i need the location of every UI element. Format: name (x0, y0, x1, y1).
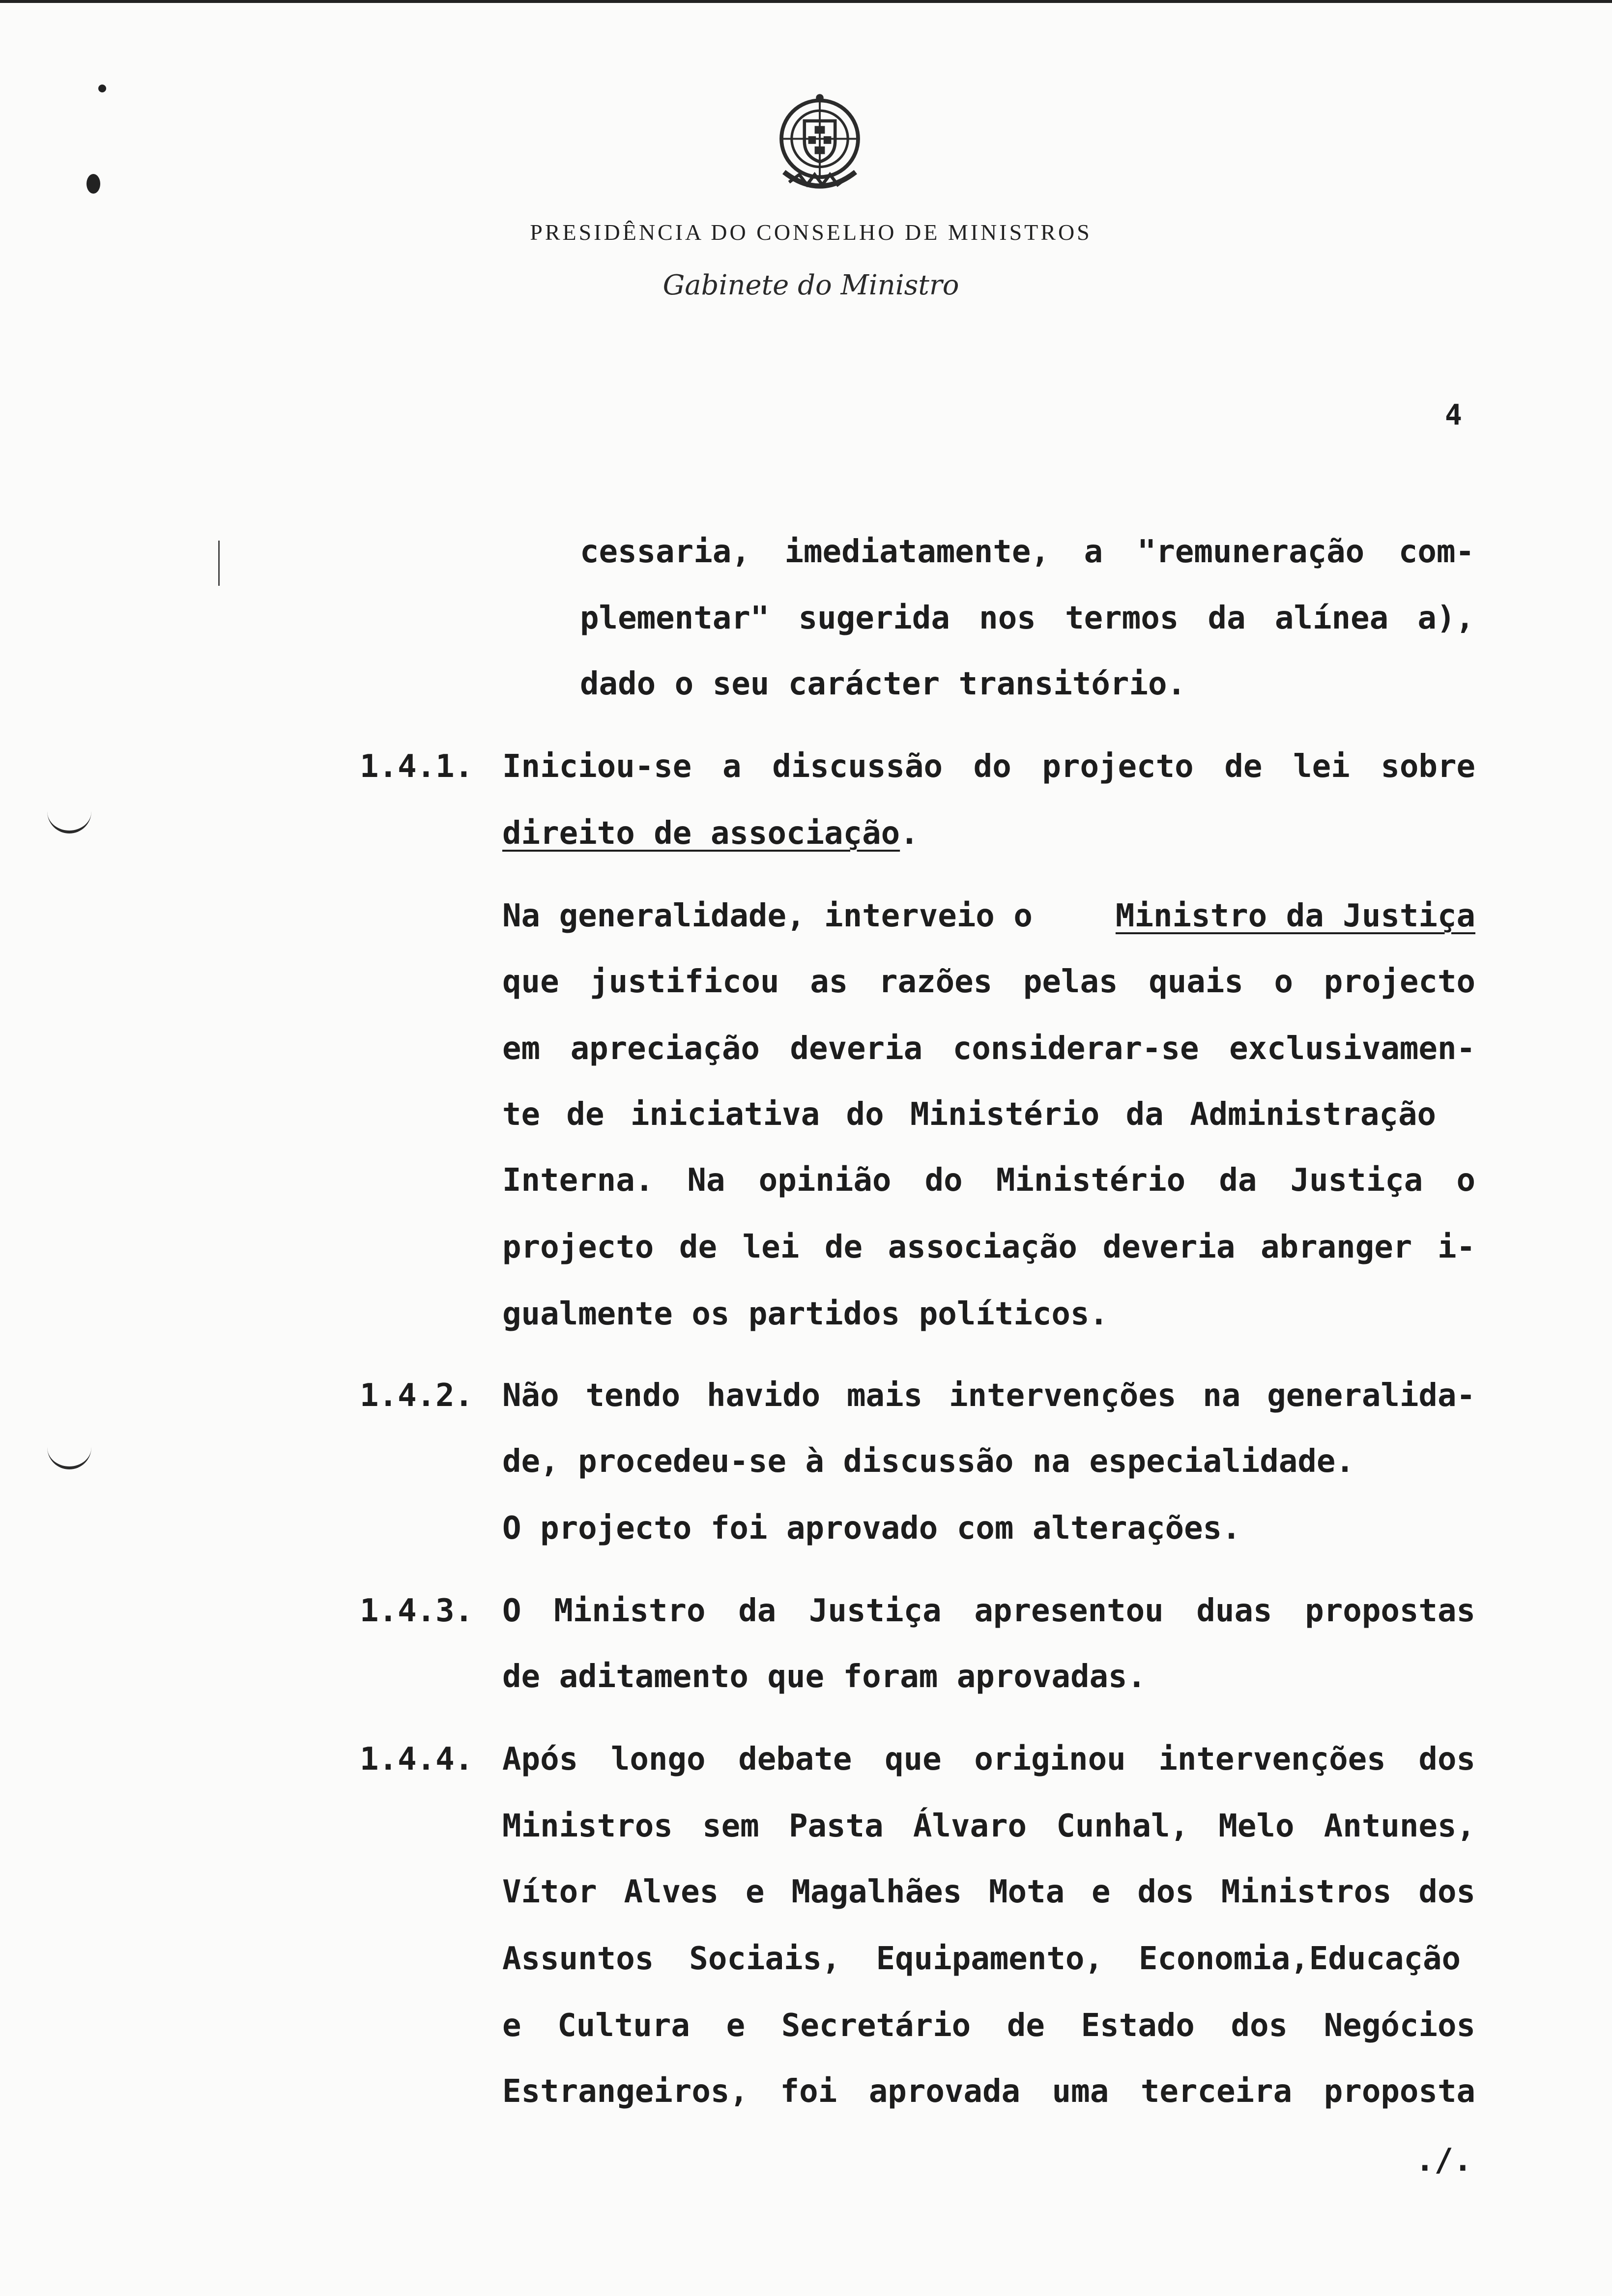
office-subheading: Gabinete do Ministro (662, 269, 959, 301)
text-line: O Ministro da Justiça apresentou duas propostas (502, 1593, 1475, 1629)
page-number: 4 (1445, 398, 1462, 431)
text-line: te de iniciativa do Ministério da Administração (502, 1096, 1436, 1133)
continuation-mark: ./. (1415, 2142, 1472, 2179)
binder-hole-mark (47, 1447, 91, 1469)
section-number: 1.4.3. (360, 1593, 474, 1629)
underlined-term: Ministro da Justiça (1115, 898, 1475, 934)
underlined-term: direito de associação. (502, 815, 919, 852)
text-fragment: Na generalidade, interveio o (502, 898, 1052, 934)
text-line: cessaria, imediatamente, a "remuneração com- (580, 534, 1474, 570)
punch-mark (86, 174, 100, 194)
institution-heading: PRESIDÊNCIA DO CONSELHO DE MINISTROS (530, 220, 1092, 245)
top-border-line (0, 0, 1612, 3)
text-line: dado o seu carácter transitório. (580, 666, 1186, 702)
text-line: projecto de lei de associação deveria abranger i- (502, 1229, 1475, 1265)
section-number: 1.4.4. (360, 1741, 474, 1778)
text-line: em apreciação deveria considerar-se exclusivamen- (502, 1031, 1475, 1067)
section-number: 1.4.2. (360, 1378, 474, 1414)
text-line: e Cultura e Secretário de Estado dos Negócios (502, 2008, 1475, 2044)
text-line: Assuntos Sociais, Equipamento, Economia,Educação (502, 1941, 1461, 1977)
text-line: plementar" sugerida nos termos da alínea a), (580, 600, 1474, 636)
text-line: gualmente os partidos políticos. (502, 1296, 1108, 1332)
text-line: Interna. Na opinião do Ministério da Justiça o (502, 1162, 1475, 1199)
text-line: Iniciou-se a discussão do projecto de lei sobre (502, 748, 1475, 785)
section-number: 1.4.1. (360, 748, 474, 785)
margin-mark (218, 541, 220, 586)
text-line: Vítor Alves e Magalhães Mota e dos Ministros dos (502, 1874, 1475, 1910)
text-line: de, procedeu-se à discussão na especialidade. (502, 1443, 1354, 1480)
text-line (502, 896, 1475, 936)
coat-of-arms-emblem (756, 83, 884, 210)
binder-hole-mark (47, 811, 91, 833)
text-line: de aditamento que foram aprovadas. (502, 1659, 1147, 1695)
text-line: Ministros sem Pasta Álvaro Cunhal, Melo Antunes, (502, 1808, 1475, 1844)
scan-speck (98, 85, 106, 92)
text-line: O projecto foi aprovado com alterações. (502, 1510, 1241, 1547)
text-line: que justificou as razões pelas quais o projecto (502, 964, 1475, 1000)
text-line: Estrangeiros, foi aprovada uma terceira proposta (502, 2073, 1475, 2110)
text-line: Após longo debate que originou intervenções dos (502, 1741, 1475, 1778)
text-line: Não tendo havido mais intervenções na generalida- (502, 1378, 1475, 1414)
